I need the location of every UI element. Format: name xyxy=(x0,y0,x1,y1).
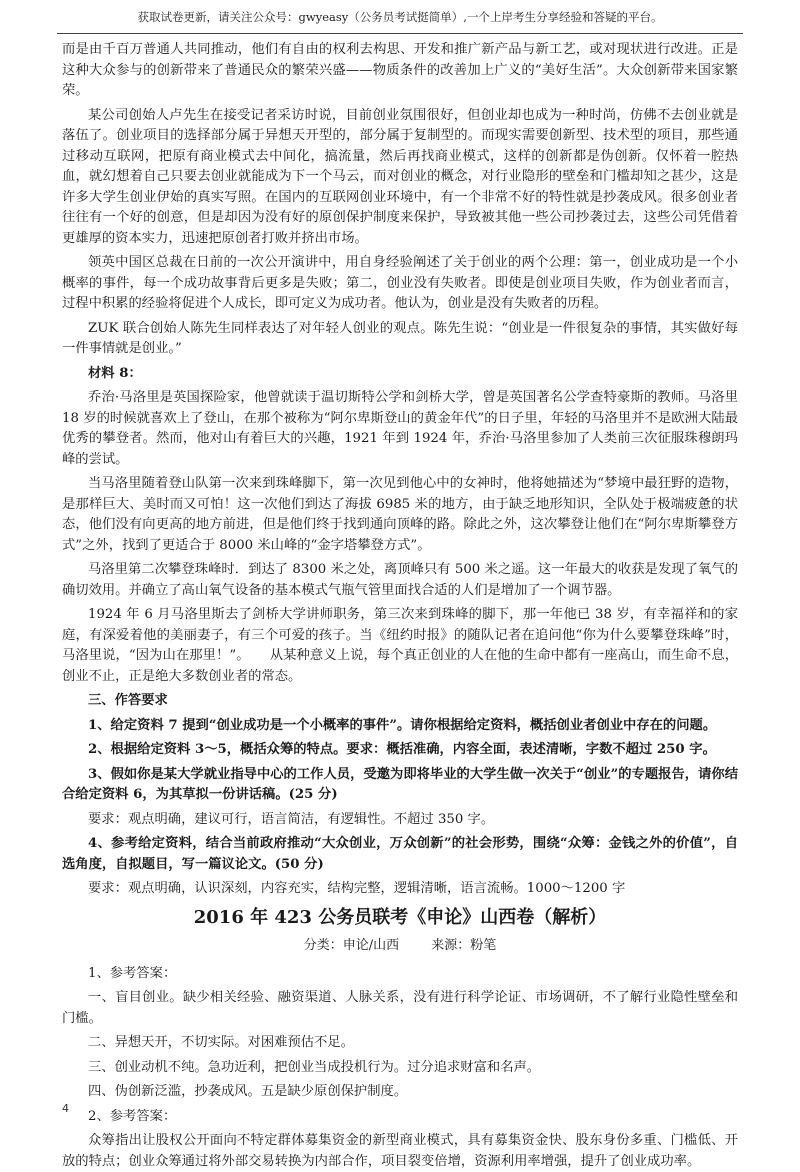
material-paragraph: 要求：观点明确，认识深刻，内容充实，结构完整，逻辑清晰，语言流畅。1000～1200 字 xyxy=(62,879,738,900)
material-paragraph: 领英中国区总裁在日前的一次公开演讲中，用自身经验阐述了关于创业的两个公理：第一，创业成功是一个小概率的事件，每一个成功故事背后更多是失败；第二，创业没有失败者。即使是创业项目失败，作为创业者而言，过程中积累的经验将促进个人成长，即可定义为成功者。他认为，创业是没有失败者的历程。 xyxy=(62,253,738,315)
material-paragraph: 3、假如你是某大学就业指导中心的工作人员，受邀为即将毕业的大学生做一次关于“创业”的专题报告，请你结合给定资料 6，为其草拟一份讲话稿。(25 分) xyxy=(62,765,738,806)
document-body xyxy=(62,40,738,1105)
answer-source: 来源：粉笔 xyxy=(431,938,496,953)
answer-paragraph: 2、参考答案： xyxy=(62,1107,738,1128)
answer-paragraph: 三、创业动机不纯。急功近利，把创业当成投机行为。过分追求财富和名声。 xyxy=(62,1058,738,1079)
page-number: 4 xyxy=(62,1102,69,1115)
material-paragraph: 1924 年 6 月马洛里斯去了剑桥大学讲师职务，第三次来到珠峰的脚下，那一年他已 38 岁，有幸福祥和的家庭，有深爱着他的美丽妻子，有三个可爱的孩子。当《纽约时报》的随队记者在追问他“你为什么要攀登珠峰”时，马洛里说，“因为山在那里！”。 从某种意义上说，每个真正创业的人在他的生命中都有一座高山，而生命不息，创业不止，正是绝大多数创业者的常态。 xyxy=(62,605,738,687)
answer-paragraph: 1、参考答案： xyxy=(62,964,738,985)
material-paragraph: 要求：观点明确，建议可行，语言简洁，有逻辑性。不超过 350 字。 xyxy=(62,810,738,831)
material-paragraph: ZUK 联合创始人陈先生同样表达了对年轻人创业的观点。陈先生说：“创业是一件很复杂的事情，其实做好每一件事情就是创业。” xyxy=(62,319,738,360)
page-header xyxy=(0,0,800,34)
header-divider xyxy=(57,33,743,34)
material-paragraph: 材料 8： xyxy=(62,364,738,385)
answer-paragraphs xyxy=(62,964,738,1172)
material-paragraph: 马洛里第二次攀登珠峰时．到达了 8300 米之处，离顶峰只有 500 米之遥。这一年最大的收获是发现了氧气的确切效用。并确立了高山氧气设备的基本模式气瓶气管里面找合适的人们是增加了一个调节器。 xyxy=(62,560,738,601)
header-text: 获取试卷更新，请关注公众号：gwyeasy（公务员考试挺简单）,一个上岸考生分享经验和答疑的平台。 xyxy=(138,10,663,24)
answer-meta xyxy=(62,936,738,956)
material-paragraph: 当马洛里随着登山队第一次来到珠峰脚下，第一次见到他心中的女神时，他将她描述为“梦境中最狂野的造物，是那样巨大、美时而又可怕！这一次他们到达了海拔 6985 米的地方，由于缺乏地形知识，全队处于极端疲惫的状态，他们没有向更高的地方前进，但是他们终于找到通向顶峰的路。除此之外，这次攀登让他们在“阿尔卑斯攀登方式”之外，找到了更适合于 8000 米山峰的“金字塔攀登方式”。 xyxy=(62,474,738,556)
material-paragraph: 1、给定资料 7 提到“创业成功是一个小概率的事件”。请你根据给定资料，概括创业者创业中存在的问题。 xyxy=(62,716,738,737)
answer-category: 分类：申论/山西 xyxy=(304,938,399,953)
material-paragraph: 4、参考给定资料，结合当前政府推动“大众创业，万众创新”的社会形势，围绕“众筹：金钱之外的价值”，自选角度，自拟题目，写一篇议论文。(50 分) xyxy=(62,834,738,875)
answer-section xyxy=(62,906,738,1172)
material-paragraph: 三、作答要求 xyxy=(62,691,738,712)
answer-title: 2016 年 423 公务员联考《申论》山西卷（解析） xyxy=(62,906,738,930)
answer-paragraph: 一、盲目创业。缺少相关经验、融资渠道、人脉关系，没有进行科学论证、市场调研，不了解行业隐性壁垒和门槛。 xyxy=(62,988,738,1029)
material-paragraph: 某公司创始人卢先生在接受记者采访时说，目前创业氛围很好，但创业却也成为一种时尚，仿佛不去创业就是落伍了。创业项目的选择部分属于异想天开型的，部分属于复制型的。而现实需要创新型、技术型的项目，那些通过移动互联网，把原有商业模式去中间化，搞流量，然后再找商业模式，这样的创新都是伪创新。仅怀着一腔热血，就幻想着自己只要去创业就能成为下一个马云，而对创业的概念，对行业隐形的壁垒和门槛却知之甚少，这是许多大学生创业伊始的真实写照。在国内的互联网创业环境中，有一个非常不好的特性就是抄袭成风。很多创业者往往有一个好的创意，但是却因为没有好的原创保护制度来保护，导致被其他一些公司抄袭过去，这些公司凭借着更雄厚的资本实力，迅速把原创者打败并挤出市场。 xyxy=(62,106,738,250)
material-paragraph: 而是由千百万普通人共同推动，他们有自由的权利去构思、开发和推广新产品与新工艺，或对现状进行改进。正是这种大众参与的创新带来了普通民众的繁荣兴盛——物质条件的改善加上广义的“美好生活”。大众创新带来国家繁荣。 xyxy=(62,40,738,102)
answer-paragraph: 四、伪创新泛滥，抄袭成风。五是缺少原创保护制度。 xyxy=(62,1082,738,1103)
material-section xyxy=(62,40,738,900)
answer-paragraph: 众筹指出让股权公开面向不特定群体募集资金的新型商业模式，具有募集资金快、股东身份多重、门槛低、开放的特点；创业众筹通过将外部交易转换为内部合作，项目裂变倍增，资源利用率增强，提升了创业成功率。 xyxy=(62,1131,738,1172)
material-paragraph: 2、根据给定资料 3～5，概括众筹的特点。要求：概括准确，内容全面，表述清晰，字数不超过 250 字。 xyxy=(62,740,738,761)
material-paragraph: 乔治·马洛里是英国探险家，他曾就读于温切斯特公学和剑桥大学，曾是英国著名公学查特豪斯的教师。马洛里 18 岁的时候就喜欢上了登山，在那个被称为“阿尔卑斯登山的黄金年代”的日子里，年轻的马洛里并不是欧洲大陆最优秀的攀登者。然而，他对山有着巨大的兴趣，1921 年到 1924 年，乔治·马洛里参加了人类前三次征服珠穆朗玛峰的尝试。 xyxy=(62,388,738,470)
answer-paragraph: 二、异想天开，不切实际。对困难预估不足。 xyxy=(62,1033,738,1054)
